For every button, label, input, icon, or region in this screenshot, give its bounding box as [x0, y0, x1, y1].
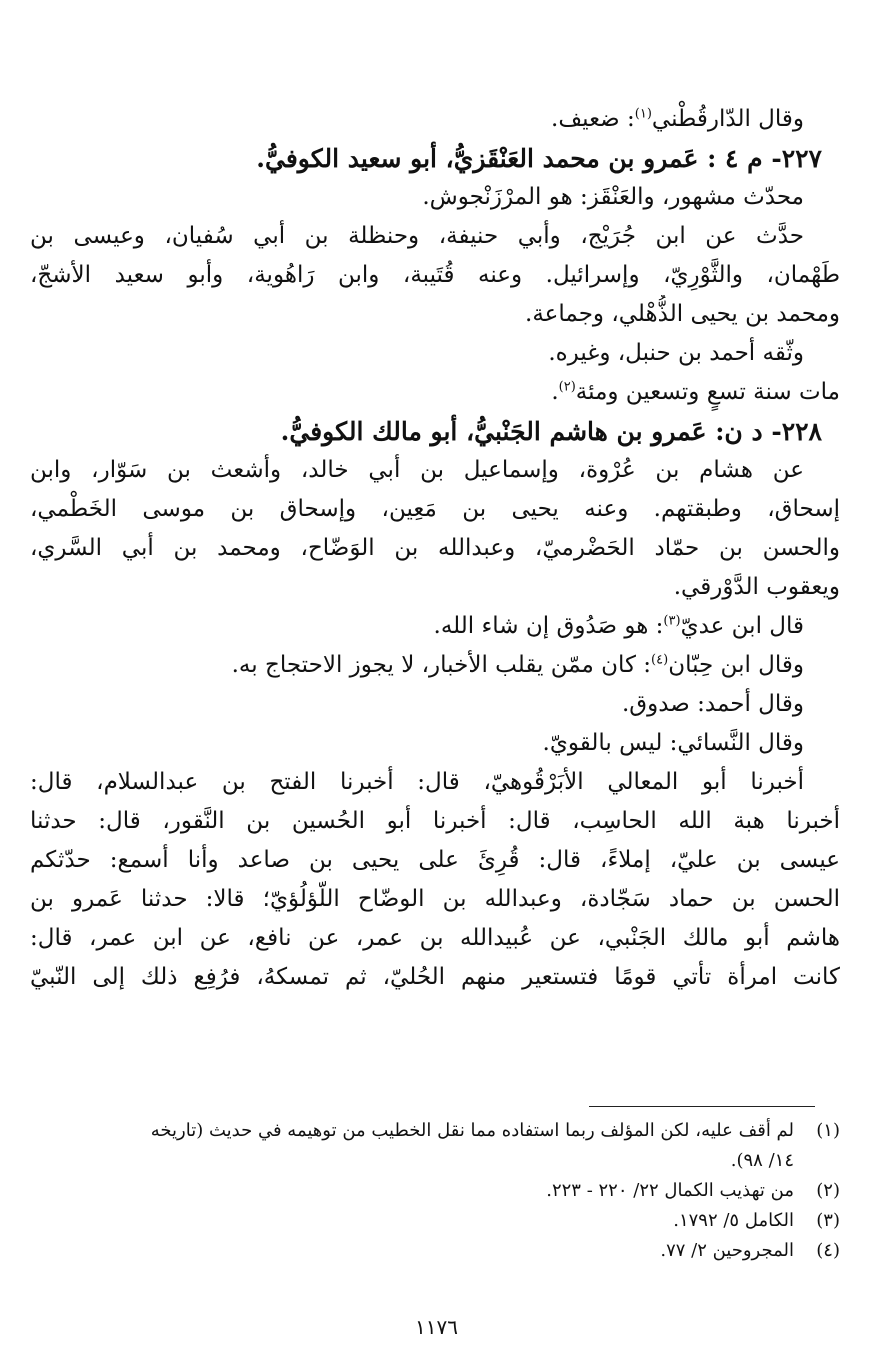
text-line: كانت امرأة تأتي قومًا فتستعير منهم الحُليّ، ثم تمسكهُ، فرُفِع ذلك إلى النّبيّ [30, 964, 840, 990]
footnote-text: من تهذيب الكمال ٢٢/ ٢٢٠ - ٢٢٣. [546, 1180, 794, 1201]
text-line: الحسن بن حماد سَجّادة، وعبدالله بن الوضّاح اللّؤلُؤيّ؛ قالا: حدثنا عَمرو بن [30, 886, 840, 912]
footnote-2 [30, 1176, 840, 1206]
text-line: عن هشام بن عُرْوة، وإسماعيل بن أبي خالد، وأشعث بن سَوّار، وابن [30, 457, 804, 483]
text-line [30, 100, 840, 139]
footnote-ref[interactable]: (٣) [663, 613, 681, 629]
footnote-ref[interactable]: (٢) [558, 379, 576, 395]
text-span: مات سنة تسعٍ وتسعين ومئة [575, 379, 840, 405]
footnote-4 [30, 1236, 840, 1266]
entry-heading-228: ٢٢٨- د ن: عَمرو بن هاشم الجَنْبيُّ، أبو مالك الكوفيُّ. [280, 417, 822, 446]
text-line: وقال النَّسائي: ليس بالقويّ. [542, 730, 804, 756]
text-span: : هو صَدُوق إن شاء الله. [433, 613, 664, 639]
text-line [30, 373, 840, 412]
footnote-number: (٤) [816, 1240, 840, 1261]
page-number: ١١٧٦ [415, 1315, 458, 1339]
text-line: والحسن بن حمّاد الحَضْرميّ، وعبدالله بن الوَضّاح، ومحمد بن أبي السَّري، [30, 535, 840, 561]
footnote-number: (٣) [816, 1210, 840, 1231]
text-span: . [551, 379, 559, 405]
footnote-text: الكامل ٥/ ١٧٩٢. [673, 1210, 794, 1231]
text-line: هاشم أبو مالك الجَنْبي، عن عُبيدالله بن عمر، عن نافع، عن ابن عمر، قال: [30, 925, 840, 951]
footnotes [30, 1116, 840, 1266]
text-line: وثّقه أحمد بن حنبل، وغيره. [548, 340, 804, 366]
text-line: وقال أحمد: صدوق. [621, 691, 804, 717]
text-line: أخبرنا هبة الله الحاسِب، قال: أخبرنا أبو الحُسين بن النَّقور، قال: حدثنا [30, 808, 840, 834]
footnote-number: (٢) [816, 1180, 840, 1201]
footnote-ref[interactable]: (١) [634, 106, 652, 122]
footnote-text: المجروحين ٢/ ٧٧. [660, 1240, 794, 1261]
text-line: حدَّث عن ابن جُرَيْج، وأبي حنيفة، وحنظلة بن أبي سُفيان، وعيسى بن [30, 223, 804, 249]
text-span: قال ابن عديّ [680, 613, 804, 639]
text-span: وقال ابن حِبّان [668, 652, 804, 678]
entry-heading-227: ٢٢٧- م ٤ : عَمرو بن محمد العَنْقَزيُّ، أبو سعيد الكوفيُّ. [256, 144, 822, 173]
footnote-1 [30, 1116, 840, 1146]
text-line [30, 607, 840, 646]
text-line: محدّث مشهور، والعَنْقَز: هو المرْزَنْجوش. [422, 184, 804, 210]
footnote-number: (١) [816, 1120, 840, 1141]
text-span: : كان ممّن يقلب الأخبار، لا يجوز الاحتجاج به. [231, 652, 652, 678]
text-span: : ضعيف. [551, 106, 635, 132]
text-line: ومحمد بن يحيى الذُّهْلي، وجماعة. [525, 301, 840, 327]
footnote-text: لم أقف عليه، لكن المؤلف ربما استفاده مما نقل الخطيب من توهيمه في حديث (تاريخه [150, 1120, 794, 1141]
main-text [30, 100, 840, 997]
text-line: عيسى بن عليّ، إملاءً، قال: قُرِئَ على يحيى بن صاعد وأنا أسمع: حدّثكم [30, 847, 840, 873]
text-line: إسحاق، وطبقتهم. وعنه يحيى بن مَعِين، وإسحاق بن موسى الخَطْمي، [30, 496, 840, 522]
text-line [30, 646, 840, 685]
text-span: وقال الدّارقُطْني [651, 106, 804, 132]
text-line: أخبرنا أبو المعالي الأبَرْقُوهيّ، قال: أخبرنا الفتح بن عبدالسلام، قال: [30, 769, 804, 795]
footnote-divider [589, 1106, 815, 1107]
text-line: طَهْمان، والثَّوْرِيّ، وإسرائيل. وعنه قُتَيبة، وابن رَاهُوية، وأبو سعيد الأشجّ، [30, 262, 840, 288]
footnote-1-continued: ١٤/ ٩٨). [730, 1150, 794, 1171]
footnote-3 [30, 1206, 840, 1236]
text-line: ويعقوب الدَّوْرقي. [673, 574, 840, 600]
footnote-ref[interactable]: (٤) [651, 652, 669, 668]
